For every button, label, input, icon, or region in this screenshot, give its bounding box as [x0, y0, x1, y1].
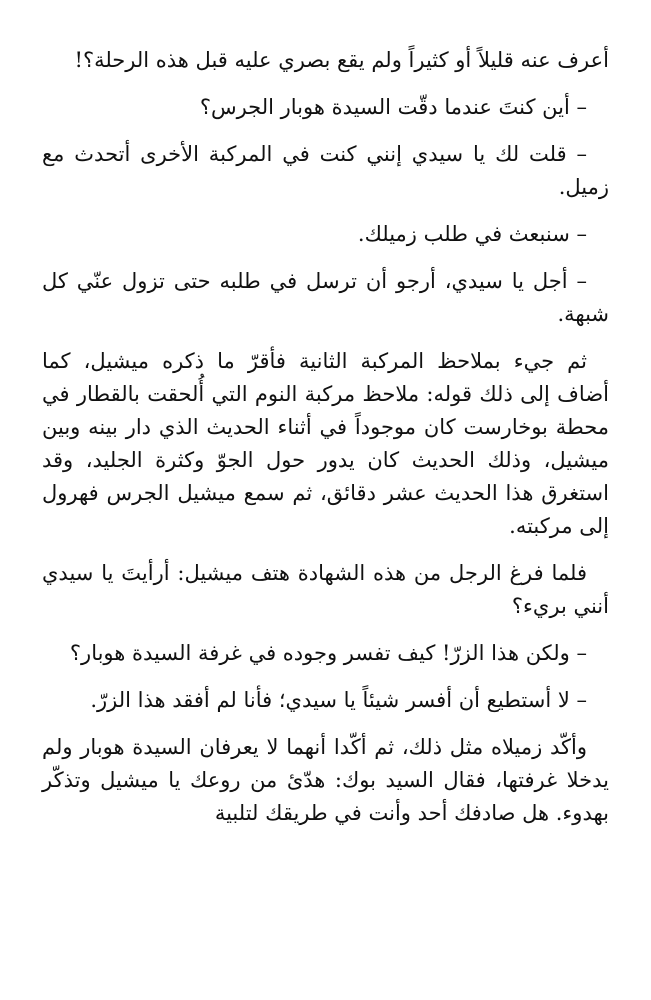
- paragraph-second-attendant: ثم جيء بملاحظ المركبة الثانية فأقرّ ما ذكره ميشيل، كما أضاف إلى ذلك قوله: ملاحظ مركبة النوم التي أُلحقت بالقطار في محطة بوخارست كان موجوداً في أثناء الحديث الذي دار بينه وبين ميشيل، وذلك الحديث كان يدور حول الجوّ وكثرة الجليد، وقد استغرق هذا الحديث عشر دقائق، ثم سمع ميشيل الجرس فهرول إلى مركبته.: [42, 349, 609, 538]
- dialogue-line-send-for-colleague: – سنبعث في طلب زميلك.: [357, 222, 587, 246]
- dialogue-line-the-button: – ولكن هذا الزرّ! كيف تفسر وجوده في غرفة السيدة هوبار؟: [69, 641, 587, 665]
- paragraph-colleagues-confirm: وأكّد زميلاه مثل ذلك، ثم أكّدا أنهما لا يعرفان السيدة هوبار ولم يدخلا غرفتها، فقال السيد بوك: هدّئ من روعك يا ميشيل وتذكّر بهدوء. هل صادفك أحد وأنت في طريقك لتلبية: [42, 735, 609, 825]
- dialogue-line-remove-suspicion: – أجل يا سيدي، أرجو أن ترسل في طلبه حتى تزول عنّي كل شبهة.: [42, 269, 609, 326]
- dialogue-line-where-were-you: – أين كنتَ عندما دقّت السيدة هوبار الجرس؟: [199, 95, 587, 119]
- paragraph-1: أعرف عنه قليلاً أو كثيراً ولم يقع بصري عليه قبل هذه الرحلة؟!: [74, 48, 609, 72]
- paragraph-michel-innocent: فلما فرغ الرجل من هذه الشهادة هتف ميشيل: أرأيتَ يا سيدي أنني بريء؟: [42, 561, 609, 618]
- dialogue-line-other-carriage: – قلت لك يا سيدي إنني كنت في المركبة الأخرى أتحدث مع زميل.: [42, 142, 609, 199]
- dialogue-line-cannot-explain: – لا أستطيع أن أفسر شيئاً يا سيدي؛ فأنا لم أفقد هذا الزرّ.: [90, 688, 587, 712]
- book-page: [42, 44, 609, 1000]
